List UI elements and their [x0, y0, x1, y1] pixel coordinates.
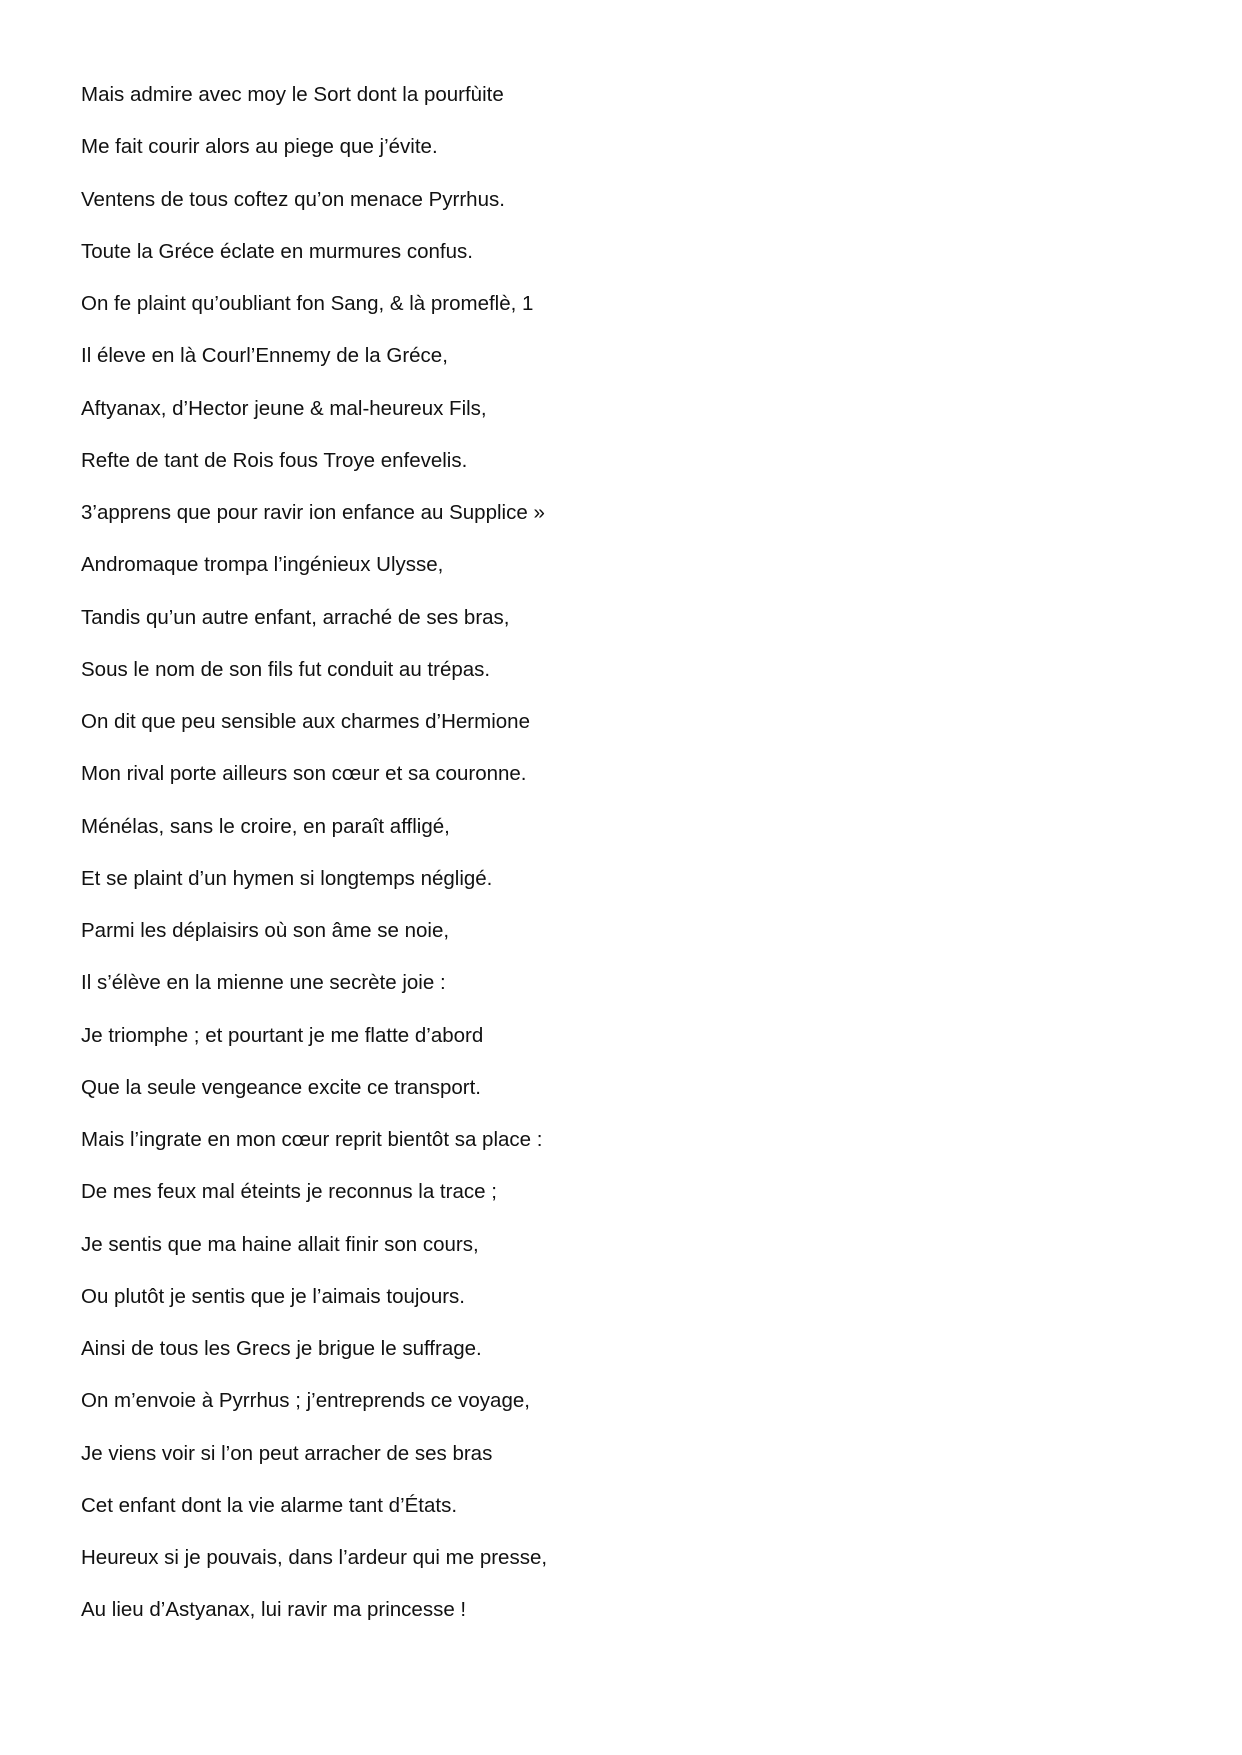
verse-line: Tandis qu’un autre enfant, arraché de ses bras,: [81, 605, 510, 629]
verse-line: Il éleve en là Courl’Ennemy de la Gréce,: [81, 344, 448, 368]
verse-list: [81, 80, 547, 1648]
verse-line: Parmi les déplaisirs où son âme se noie,: [81, 919, 450, 942]
verse-line: Mon rival porte ailleurs son cœur et sa couronne.: [81, 762, 527, 786]
verse-line: Que la seule vengeance excite ce transport.: [81, 1075, 481, 1099]
verse-line: Au lieu d’Astyanax, lui ravir ma princesse !: [81, 1598, 467, 1622]
verse-line: Ainsi de tous les Grecs je brigue le suffrage.: [81, 1337, 482, 1360]
verse-line: Aftyanax, d’Hector jeune & mal-heureux Fils,: [81, 396, 487, 420]
verse-line: Je triomphe ; et pourtant je me flatte d’abord: [81, 1023, 484, 1047]
verse-line: Sous le nom de son fils fut conduit au trépas.: [81, 657, 491, 681]
verse-line: 3’apprens que pour ravir ion enfance au Supplice »: [81, 501, 545, 524]
verse-line: Et se plaint d’un hymen si longtemps négligé.: [81, 866, 493, 890]
verse-line: Me fait courir alors au piege que j’évite.: [81, 135, 438, 159]
verse-line: Andromaque trompa l’ingénieux Ulysse,: [81, 553, 444, 577]
verse-line: Ventens de tous coftez qu’on menace Pyrrhus.: [81, 187, 505, 211]
verse-line: Je viens voir si l’on peut arracher de ses bras: [81, 1441, 493, 1465]
verse-line: Mais l’ingrate en mon cœur reprit bientôt sa place :: [81, 1128, 543, 1151]
verse-line: Ou plutôt je sentis que je l’aimais toujours.: [81, 1284, 466, 1308]
verse-line: Refte de tant de Rois fous Troye enfevelis.: [81, 448, 468, 472]
verse-line: Il s’élève en la mienne une secrète joie :: [81, 971, 446, 995]
verse-line: Toute la Gréce éclate en murmures confus.: [81, 239, 473, 263]
verse-line: On dit que peu sensible aux charmes d’Hermione: [81, 710, 530, 733]
verse-line: On m’envoie à Pyrrhus ; j’entreprends ce voyage,: [81, 1389, 530, 1413]
verse-line: Ménélas, sans le croire, en paraît affligé,: [81, 814, 450, 838]
verse-line: Heureux si je pouvais, dans l’ardeur qui me presse,: [81, 1546, 548, 1569]
verse-line: Cet enfant dont la vie alarme tant d’États.: [81, 1493, 458, 1517]
verse-line: Je sentis que ma haine allait finir son cours,: [81, 1232, 479, 1256]
verse-line: De mes feux mal éteints je reconnus la trace ;: [81, 1180, 497, 1204]
verse-line: On fe plaint qu’oubliant fon Sang, & là promeflè, 1: [81, 292, 534, 315]
verse-line: Mais admire avec moy le Sort dont la pourfùite: [81, 83, 504, 106]
